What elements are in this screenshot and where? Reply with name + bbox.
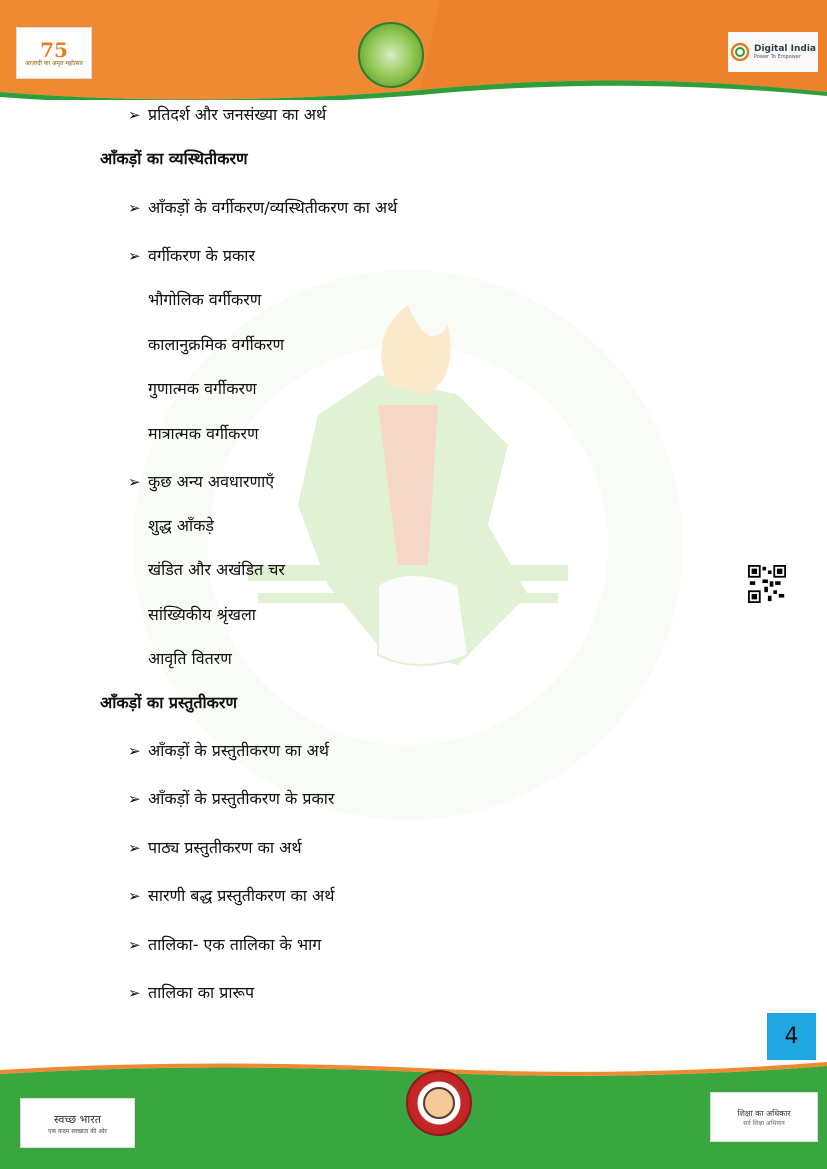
arrow-bullet-icon: ➢	[128, 199, 141, 217]
list-item	[128, 934, 321, 956]
shiksha-ka-adhikar-logo	[710, 1092, 818, 1142]
list-item-text: आँकड़ों के प्रस्तुतीकरण का अर्थ	[148, 741, 329, 760]
digital-india-icon	[730, 42, 750, 62]
azadi-logo-text: आज़ादी का अमृत महोत्सव	[25, 59, 83, 67]
azadi-ka-amrit-mahotsav-logo	[16, 27, 92, 79]
sub-item: सांख्यिकीय श्रृंखला	[148, 605, 256, 624]
azadi-logo-number: 75	[40, 37, 68, 62]
shiksha-title: शिक्षा का अधिकार	[737, 1108, 791, 1118]
sub-item: शुद्ध आँकड़े	[148, 516, 214, 535]
arrow-bullet-icon: ➢	[128, 936, 141, 954]
list-item-text: वर्गीकरण के प्रकार	[148, 246, 255, 265]
arrow-bullet-icon: ➢	[128, 106, 141, 124]
girl-face-icon	[423, 1087, 455, 1119]
beti-bachao-beti-padhao-logo	[406, 1070, 472, 1136]
shiksha-tagline: सर्व शिक्षा अभियान	[743, 1119, 785, 1127]
list-item	[128, 245, 255, 267]
arrow-bullet-icon: ➢	[128, 984, 141, 1002]
swachh-bharat-logo	[20, 1098, 135, 1148]
digital-india-title	[754, 44, 816, 60]
arrow-bullet-icon: ➢	[128, 887, 141, 905]
list-item	[128, 740, 329, 762]
arrow-bullet-icon: ➢	[128, 790, 141, 808]
list-item	[128, 197, 397, 219]
list-item-text: आँकड़ों के प्रस्तुतीकरण के प्रकार	[148, 789, 335, 808]
sub-item: भौगोलिक वर्गीकरण	[148, 290, 262, 309]
list-item-text: पाठ्य प्रस्तुतीकरण का अर्थ	[148, 838, 302, 857]
swachh-bharat-tagline: एक कदम स्वच्छता की ओर	[48, 1127, 107, 1135]
section-heading: आँकड़ों का प्रस्तुतीकरण	[100, 693, 238, 712]
sub-item: खंडित और अखंडित चर	[148, 560, 285, 579]
digital-india-tagline: Power To Empower	[753, 54, 802, 60]
list-item-text: प्रतिदर्श और जनसंख्या का अर्थ	[148, 105, 327, 124]
arrow-bullet-icon: ➢	[128, 247, 141, 265]
list-item-text: तालिका का प्रारूप	[148, 983, 255, 1002]
list-item	[128, 471, 274, 493]
sub-item: कालानुक्रमिक वर्गीकरण	[148, 335, 285, 354]
list-item	[128, 837, 302, 859]
list-item-text: सारणी बद्ध प्रस्तुतीकरण का अर्थ	[148, 886, 335, 905]
list-item	[128, 982, 254, 1004]
list-item	[128, 104, 326, 126]
arrow-bullet-icon: ➢	[128, 742, 141, 760]
list-item-text: कुछ अन्य अवधारणाएँ	[148, 472, 275, 491]
list-item	[128, 788, 334, 810]
list-item-text: तालिका- एक तालिका के भाग	[148, 935, 322, 954]
sub-item: मात्रात्मक वर्गीकरण	[148, 424, 259, 443]
sub-item: आवृति वितरण	[148, 649, 232, 668]
list-item	[128, 885, 334, 907]
digital-india-title-text: Digital India	[753, 44, 817, 54]
list-item-text: आँकड़ों के वर्गीकरण/व्यस्थितीकरण का अर्थ	[148, 198, 398, 217]
qr-code-icon[interactable]	[748, 565, 786, 603]
arrow-bullet-icon: ➢	[128, 839, 141, 857]
swachh-bharat-title: स्वच्छ भारत	[53, 1112, 101, 1126]
page-number: 4	[784, 1024, 799, 1049]
arrow-bullet-icon: ➢	[128, 473, 141, 491]
page-number-badge	[767, 1013, 816, 1060]
section-heading: आँकड़ों का व्यस्थितीकरण	[100, 149, 248, 168]
sub-item: गुणात्मक वर्गीकरण	[148, 379, 257, 398]
hbse-seal-logo	[358, 22, 424, 88]
digital-india-logo	[728, 32, 818, 72]
